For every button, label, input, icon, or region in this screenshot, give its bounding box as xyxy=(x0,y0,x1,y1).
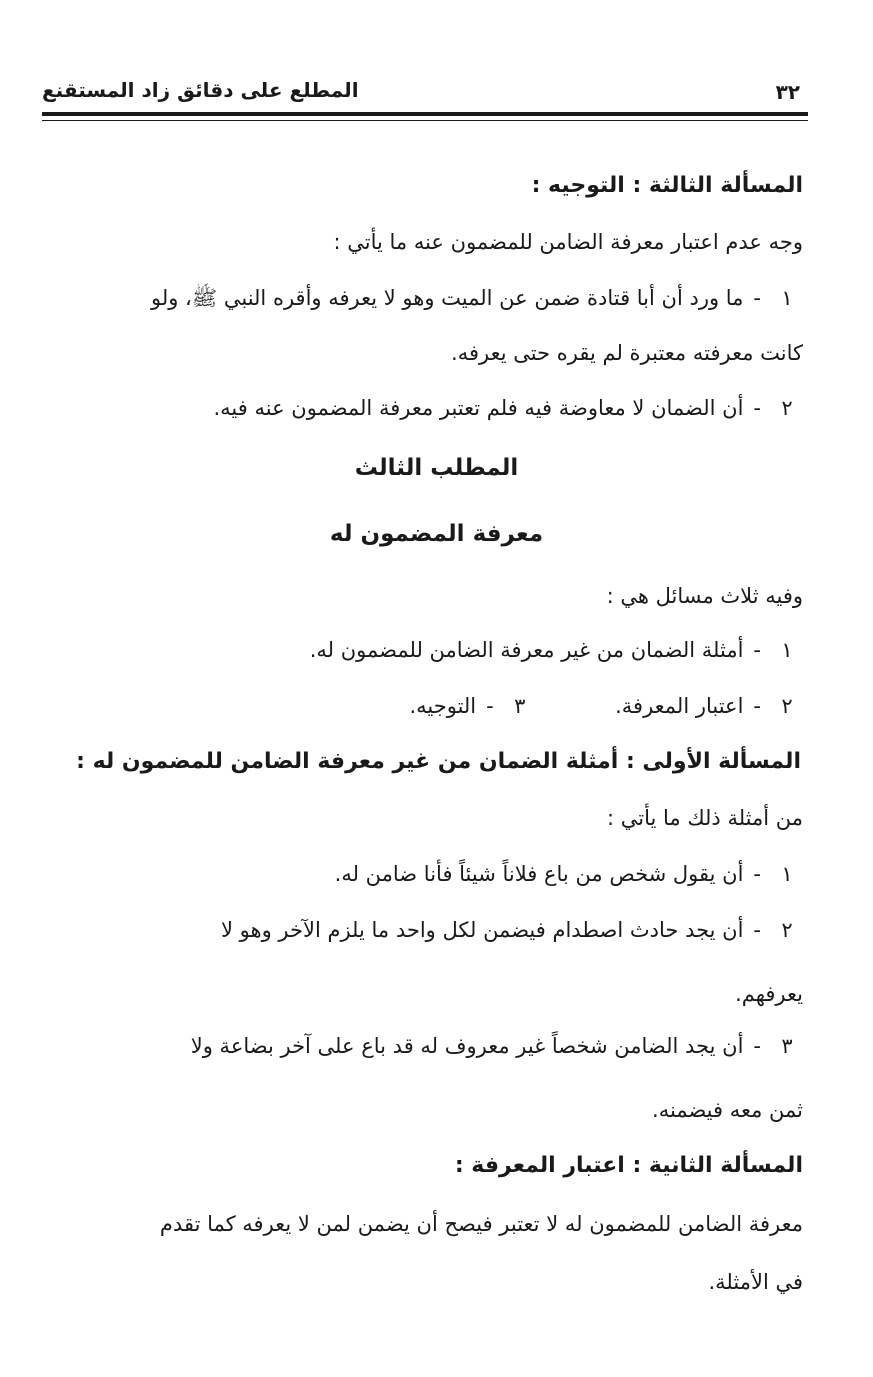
list-item-text: اعتبار المعرفة. xyxy=(615,694,744,718)
paragraph-examples-intro: من أمثلة ذلك ما يأتي : xyxy=(606,806,803,830)
list-item-number: ٣ xyxy=(514,694,526,718)
page-number: ٣٢ xyxy=(775,80,800,104)
example-item-2: ٢-أن يجد حادث اصطدام فيضمن لكل واحد ما يلزم الآخر وهو لا xyxy=(39,914,799,946)
list-item-number: ٢ xyxy=(781,694,793,718)
paragraph-intro: وجه عدم اعتبار معرفة الضامن للمضمون عنه ما يأتي : xyxy=(333,230,803,254)
list-item-text: التوجيه. xyxy=(409,694,477,718)
list-item-text: ما ورد أن أبا قتادة ضمن عن الميت وهو لا يعرفه وأقره النبي ﷺ، ولو xyxy=(150,286,744,310)
example-item-3: ٣-أن يجد الضامن شخصاً غير معروف له قد باع على آخر بضاعة ولا xyxy=(39,1030,799,1062)
page-header xyxy=(42,78,808,108)
issue-list-item-3: ٣-التوجيه. xyxy=(409,694,531,718)
list-item-number: ١ xyxy=(781,862,793,886)
list-item-number: ٣ xyxy=(781,1034,793,1058)
section-title: المطلب الثالث xyxy=(354,455,519,481)
heading-third-issue: المسألة الثالثة : التوجيه : xyxy=(531,173,803,198)
issue-list-item-2: ٢-اعتبار المعرفة. xyxy=(608,694,799,718)
example-item-3-continuation: ثمن معه فيضمنه. xyxy=(652,1098,803,1122)
list-item-number: ٢ xyxy=(781,396,793,420)
heading-second-issue: المسألة الثانية : اعتبار المعرفة : xyxy=(454,1153,803,1178)
paragraph-knowledge-continuation: في الأمثلة. xyxy=(708,1270,803,1294)
list-item-text: أن يقول شخص من باع فلاناً شيئاً فأنا ضامن له. xyxy=(334,862,744,886)
list-item-1: ١-ما ورد أن أبا قتادة ضمن عن الميت وهو لا يعرفه وأقره النبي ﷺ، ولو xyxy=(39,282,799,314)
header-rule-thick xyxy=(42,112,808,116)
list-item-text: أمثلة الضمان من غير معرفة الضامن للمضمون له. xyxy=(309,638,744,662)
example-item-1: ١-أن يقول شخص من باع فلاناً شيئاً فأنا ضامن له. xyxy=(59,858,799,890)
section-subtitle: معرفة المضمون له xyxy=(329,521,544,547)
issue-list-item-1: ١-أمثلة الضمان من غير معرفة الضامن للمضمون له. xyxy=(59,634,799,666)
running-title: المطلع على دقائق زاد المستقنع xyxy=(42,78,359,102)
list-item-number: ٢ xyxy=(781,918,793,942)
list-item-text: أن يجد حادث اصطدام فيضمن لكل واحد ما يلزم الآخر وهو لا xyxy=(221,918,744,942)
heading-first-issue: المسألة الأولى : أمثلة الضمان من غير معرفة الضامن للمضمون له : xyxy=(76,749,801,774)
list-item-1-continuation: كانت معرفته معتبرة لم يقره حتى يعرفه. xyxy=(451,341,803,365)
paragraph-knowledge: معرفة الضامن للمضمون له لا تعتبر فيصح أن يضمن لمن لا يعرفه كما تقدم xyxy=(159,1212,803,1236)
list-item-number: ١ xyxy=(781,638,793,662)
paragraph-issues-intro: وفيه ثلاث مسائل هي : xyxy=(606,584,803,608)
list-item-text: أن يجد الضامن شخصاً غير معروف له قد باع على آخر بضاعة ولا xyxy=(190,1034,744,1058)
list-item-2: ٢-أن الضمان لا معاوضة فيه فلم تعتبر معرفة المضمون عنه فيه. xyxy=(59,392,799,424)
issue-list-row-2-3 xyxy=(59,690,799,722)
list-item-number: ١ xyxy=(781,286,793,310)
header-rule-thin xyxy=(42,120,808,121)
example-item-2-continuation: يعرفهم. xyxy=(735,982,803,1006)
list-item-text: أن الضمان لا معاوضة فيه فلم تعتبر معرفة المضمون عنه فيه. xyxy=(213,396,744,420)
